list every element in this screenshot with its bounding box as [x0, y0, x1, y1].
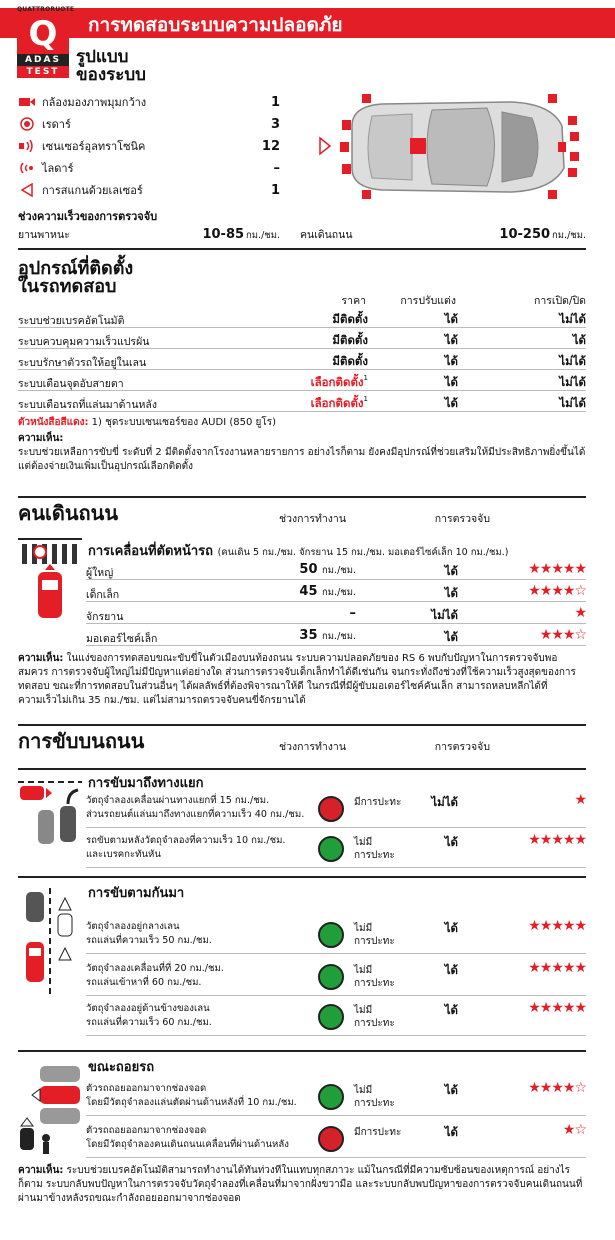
- speed-range-title: ช่วงความเร็วของการตรวจจับ: [18, 210, 158, 223]
- no-collision-light-icon: [318, 964, 344, 990]
- equipment-row: ระบบเตือนรถที่แล่นมาด้านหลัง เลือกติดตั้ง$^1$ ได้ ไม่ได้: [18, 392, 586, 412]
- sensor-row-laser: การสแกนด้วยเลเซอร์ 1: [18, 181, 280, 199]
- sensor-row-ultrasonic: เซนเซอร์อุลทราโซนิค 12: [18, 137, 280, 155]
- no-collision-light-icon: [318, 836, 344, 862]
- page-title: การทดสอบระบบความปลอดภัย: [88, 14, 343, 36]
- divider: [18, 496, 586, 498]
- equipment-row: ระบบช่วยเบรคอัตโนมัติ มีติดตั้ง ได้ ไม่ได้: [18, 308, 586, 328]
- col-onoff: การเปิด/ปิด: [534, 295, 586, 307]
- crossing-subtitle: การเคลื่อนที่ตัดหน้ารถ (คนเดิน 5 กม./ชม. จักรยาน 15 กม./ชม. มอเตอร์ไซค์เล็ก 10 กม./ชม.): [88, 544, 509, 559]
- star-rating: ★★★☆: [539, 627, 586, 643]
- col-detect: การตรวจจับ: [434, 741, 490, 753]
- optional-price: เลือกติดตั้ง$^1$: [310, 395, 368, 410]
- laser-icon: [18, 182, 36, 198]
- star-rating: ★★★★★: [528, 832, 586, 848]
- star-rating: ★☆: [562, 1122, 586, 1138]
- col-range: ช่วงการทำงาน: [278, 513, 346, 525]
- scenario-row: ตัวรถถอยออกมาจากช่องจอด โดยมีวัตถุจำลองคนเดินถนนเคลื่อนที่ผ่านด้านหลัง มีการปะทะ ได้ ★☆: [86, 1120, 586, 1158]
- star-rating: ★★★★☆: [528, 1080, 586, 1096]
- logo-line1: ADAS: [17, 54, 69, 66]
- speed-row-vehicle: ยานพาหนะ 10-85 กม./ชม.: [18, 227, 280, 242]
- following-pictogram: [18, 888, 82, 998]
- divider: [18, 876, 586, 878]
- star-rating: ★: [574, 605, 586, 621]
- col-price: ราคา: [341, 295, 366, 307]
- road-comment: ความเห็น: ระบบช่วยเบรคอัตโนมัติสามารถทำงานได้ทันท่วงทีในแทบทุกสภาวะ แม้ในกรณีที่มีความซับซ้อนของเหตุการณ์ อย่างไรก็ตาม ระบบกลับพบปัญหาในการตรวจจับวัตถุจำลองที่เคลื่อนที่มาจากฝั่งขวามือ และระบบกลับพบปัญหาของการตรวจจับคนเดินถนนที่ผ่านมาข้างหลังรถขณะกำลังถอยออกมาจากช่องจอด: [18, 1165, 583, 1204]
- divider: [18, 724, 586, 726]
- star-rating: ★★★★★: [528, 918, 586, 934]
- systems-title: รูปแบบ ของระบบ: [76, 47, 146, 85]
- scenario-row: วัตถุจำลองอยู่ด้านข้างของเลน รถแล่นที่ความเร็ว 60 กม./ชม. ไม่มี การปะทะ ได้ ★★★★★: [86, 998, 586, 1036]
- pedestrian-row-scooter: มอเตอร์ไซค์เล็ก 35 กม./ชม. ได้ ★★★☆: [86, 627, 586, 645]
- speed-row-pedestrian: คนเดินถนน 10-250 กม./ชม.: [300, 227, 586, 242]
- equipment-comment: ความเห็น: ระบบช่วยเหลือการขับขี่ ระดับที่ 2 มีติดตั้งจากโรงงานหลายรายการ อย่างไรก็ตาม ยังคงมีอุปกรณ์ที่ช่วยเสริมให้มีประสิทธิภาพยิ่งขึ้นได้ แต่ต้องจ่ายเงินเพิ่มเป็นอุปกรณ์เลือกติดตั้ง: [18, 433, 586, 472]
- equipment-title: อุปกรณ์ที่ติดตั้ง ในรถทดสอบ: [18, 258, 134, 297]
- car-sensor-diagram: [312, 86, 587, 208]
- col-range: ช่วงการทำงาน: [278, 741, 346, 753]
- star-rating: ★★★★★: [528, 561, 586, 577]
- optional-price: เลือกติดตั้ง$^1$: [310, 374, 368, 389]
- no-collision-light-icon: [318, 1004, 344, 1030]
- star-rating: ★★★★☆: [528, 583, 586, 599]
- divider: [18, 1050, 586, 1052]
- collision-light-icon: [318, 796, 344, 822]
- scenario-row: รถขับตามหลังวัตถุจำลองที่ความเร็ว 10 กม./ชม. และเบรคกะทันหัน ไม่มี การปะทะ ได้ ★★★★★: [86, 830, 586, 868]
- no-collision-light-icon: [318, 1084, 344, 1110]
- scenario-row: วัตถุจำลองเคลื่อนผ่านทางแยกที่ 15 กม./ชม. ส่วนรถยนต์แล่นมาถึงทางแยกที่ความเร็ว 40 กม./ชม. มีการปะทะ ไม่ได้ ★: [86, 790, 586, 828]
- scenario-row: ตัวรถถอยออกมาจากช่องจอด โดยมีวัตถุจำลองแล่นตัดผ่านด้านหลังที่ 10 กม./ชม. ไม่มี การปะทะ ได้ ★★★★☆: [86, 1078, 586, 1116]
- divider: [18, 248, 586, 250]
- star-rating: ★★★★★: [528, 1000, 586, 1016]
- star-rating: ★: [574, 792, 586, 808]
- camera-icon: [18, 94, 36, 110]
- col-adjust: การปรับแต่ง: [400, 295, 456, 307]
- sensor-row-radar: เรดาร์ 3: [18, 115, 280, 133]
- logo-line2: TEST: [17, 66, 69, 78]
- pedestrian-title: คนเดินถนน: [18, 501, 118, 525]
- radar-icon: [18, 116, 36, 132]
- ultrasonic-icon: [18, 138, 36, 154]
- equipment-row: ระบบรักษาตัวรถให้อยู่ในเลน มีติดตั้ง ได้ ไม่ได้: [18, 350, 586, 370]
- logo-letter: Q: [17, 14, 69, 54]
- equipment-footnote: ตัวหนังสือสีแดง: 1) ชุดระบบเซนเซอร์ของ AUDI (850 ยูโร): [18, 417, 277, 428]
- no-collision-light-icon: [318, 922, 344, 948]
- pedestrian-row-child: เด็กเล็ก 45 กม./ชม. ได้ ★★★★☆: [86, 583, 586, 601]
- pedestrian-row-adult: ผู้ใหญ่ 50 กม./ชม. ได้ ★★★★★: [86, 561, 586, 579]
- pedestrian-comment: ความเห็น: ในแง่ของการทดสอบขณะขับขี่ในตัวเมืองบนท้องถนน ระบบความปลอดภัยของ RS 6 พบกับปัญหาในการตรวจจับพอสมควร การตรวจจับผู้ใหญ่ไม่มีปัญหาแต่อย่างใด ส่วนการตรวจจับเด็กเล็กทำได้ดีเช่นกัน จนกระทั่งถึงช่วงที่ใช้ความเร็วสูงสุดของการทดสอบ ขณะที่การทดสอบในส่วนอื่นๆ ได้ผลลัพธ์ที่ต้องพิจารณาให้ดี ในกรณีที่มีผู้ขับมอเตอร์ไซค์คันเล็ก สามารถหลบหลีกได้ที่ความเร็วไม่เกิน 35 กม./ชม. แต่ไม่สามารถตรวจจับคนขี่จักรยานได้: [18, 653, 576, 706]
- group-title-following: การขับตามกันมา: [88, 886, 185, 901]
- col-detect: การตรวจจับ: [434, 513, 490, 525]
- sensor-row-lidar: ไลดาร์ –: [18, 159, 280, 177]
- intersection-pictogram: [18, 776, 82, 852]
- equipment-row: ระบบควบคุมความเร็วแปรผัน มีติดตั้ง ได้ ได้: [18, 329, 586, 349]
- pedestrian-row-bicycle: จักรยาน – ไม่ได้ ★: [86, 605, 586, 623]
- group-title-reversing: ขณะถอยรถ: [88, 1060, 155, 1075]
- lidar-icon: [18, 160, 36, 176]
- scenario-row: วัตถุจำลองเคลื่อนที่ที่ 20 กม./ชม. รถแล่นเข้าหาที่ 60 กม./ชม. ไม่มี การปะทะ ได้ ★★★★★: [86, 958, 586, 996]
- star-rating: ★★★★★: [528, 960, 586, 976]
- sensor-row-camera: กล้องมองภาพมุมกว้าง 1: [18, 93, 280, 111]
- group-title-intersection: การขับมาถึงทางแยก: [88, 776, 204, 791]
- road-title: การขับบนถนน: [18, 729, 145, 753]
- collision-light-icon: [318, 1126, 344, 1152]
- reversing-pictogram: [18, 1062, 82, 1158]
- scenario-row: วัตถุจำลองอยู่กลางเลน รถแล่นที่ความเร็ว 50 กม./ชม. ไม่มี การปะทะ ได้ ★★★★★: [86, 916, 586, 954]
- logo-brand: QUATTRORUOTE: [17, 6, 75, 13]
- equipment-row: ระบบเตือนจุดอับสายตา เลือกติดตั้ง$^1$ ได้ ไม่ได้: [18, 371, 586, 391]
- quattroruote-adas-logo: [17, 6, 75, 82]
- crossing-pictogram: [18, 538, 82, 626]
- divider: [18, 768, 586, 770]
